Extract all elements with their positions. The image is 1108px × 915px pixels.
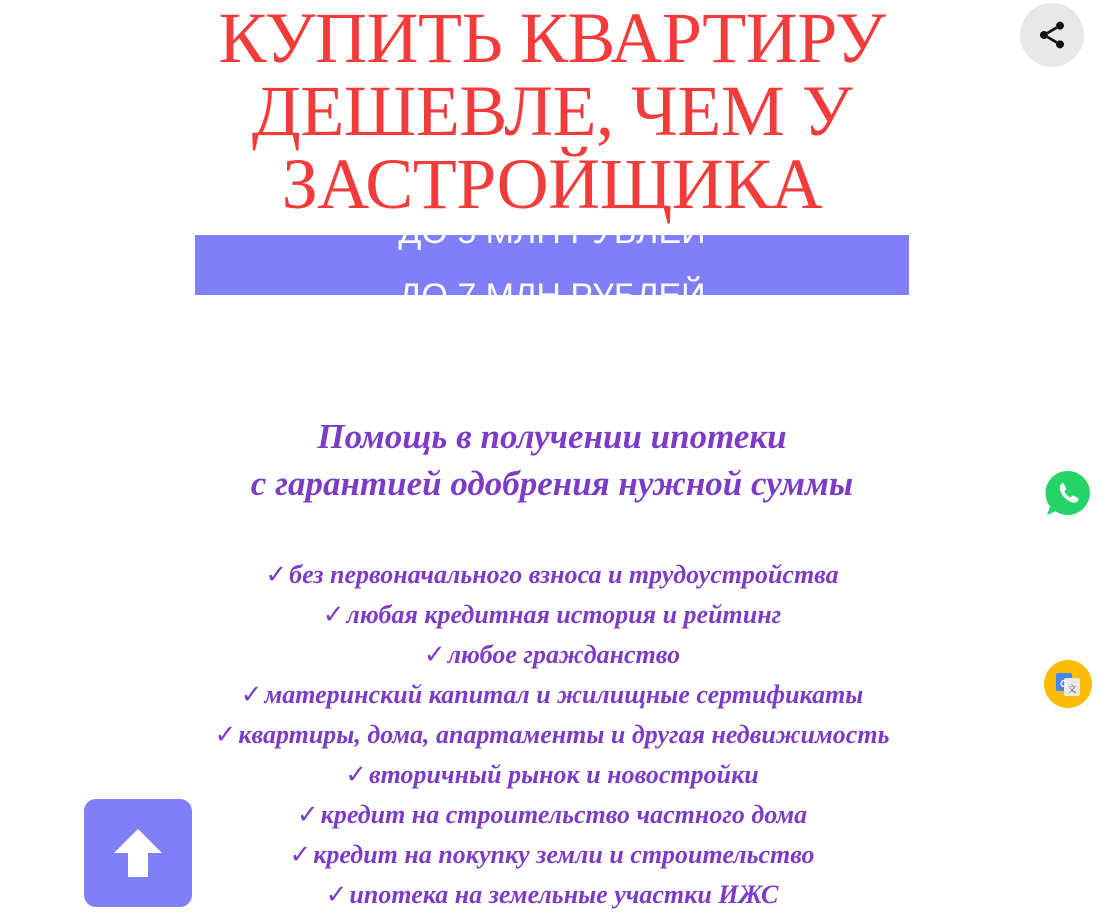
check-icon: ✓: [289, 840, 312, 870]
benefit-item: [60, 795, 1044, 835]
benefit-text: материнский капитал и жилищные сертификаты: [264, 680, 864, 709]
check-icon: ✓: [214, 720, 237, 750]
benefit-item: [60, 715, 1044, 755]
subtitle-line: Помощь в получении ипотеки: [317, 417, 787, 456]
share-button[interactable]: [1020, 3, 1084, 67]
benefit-item: [60, 675, 1044, 715]
benefit-text: квартиры, дома, апартаменты и другая недвижимость: [238, 720, 890, 749]
ticker-line: ДО 7 МЛН РУБЛЕЙ: [398, 277, 706, 315]
benefit-text: ипотека на земельные участки ИЖС: [349, 880, 779, 909]
benefit-item: [60, 875, 1044, 915]
benefit-item: [60, 635, 1044, 675]
mortgage-help-heading: [100, 413, 1004, 507]
price-ticker-banner: [195, 213, 909, 315]
check-icon: ✓: [345, 760, 368, 790]
svg-text:G: G: [1060, 679, 1068, 690]
check-icon: ✓: [265, 560, 288, 590]
share-icon: [1036, 19, 1068, 51]
google-translate-button[interactable]: [1044, 660, 1092, 708]
whatsapp-button[interactable]: [1043, 468, 1093, 518]
benefit-text: кредит на покупку земли и строительство: [313, 840, 815, 869]
hero-title-line: ДЕШЕВЛЕ, ЧЕМ У: [251, 71, 853, 151]
check-icon: ✓: [423, 640, 446, 670]
benefit-text: вторичный рынок и новостройки: [369, 760, 759, 789]
benefit-text: кредит на строительство частного дома: [320, 800, 808, 829]
benefit-item: [60, 755, 1044, 795]
benefit-item: [60, 595, 1044, 635]
check-icon: ✓: [296, 800, 319, 830]
hero-title-line: КУПИТЬ КВАРТИРУ: [218, 0, 886, 78]
arrow-up-icon: [110, 825, 166, 881]
benefit-text: без первоначального взноса и трудоустройства: [289, 560, 839, 589]
check-icon: ✓: [325, 880, 348, 910]
scroll-to-top-button[interactable]: [84, 799, 192, 907]
hero-title: [150, 0, 954, 224]
whatsapp-icon: [1043, 468, 1093, 518]
ticker-line: ДО 5 МЛН РУБЛЕЙ: [398, 213, 706, 251]
benefit-item: [60, 835, 1044, 875]
check-icon: ✓: [322, 600, 345, 630]
benefit-text: любая кредитная история и рейтинг: [346, 600, 782, 629]
google-translate-icon: [1053, 669, 1083, 699]
check-icon: ✓: [240, 680, 263, 710]
benefits-list: [60, 555, 1044, 915]
benefit-text: любое гражданство: [447, 640, 681, 669]
subtitle-line: с гарантией одобрения нужной суммы: [250, 464, 854, 503]
svg-text:文: 文: [1067, 685, 1077, 695]
hero-title-line: ЗАСТРОЙЩИКА: [281, 144, 823, 224]
benefit-item: [60, 555, 1044, 595]
